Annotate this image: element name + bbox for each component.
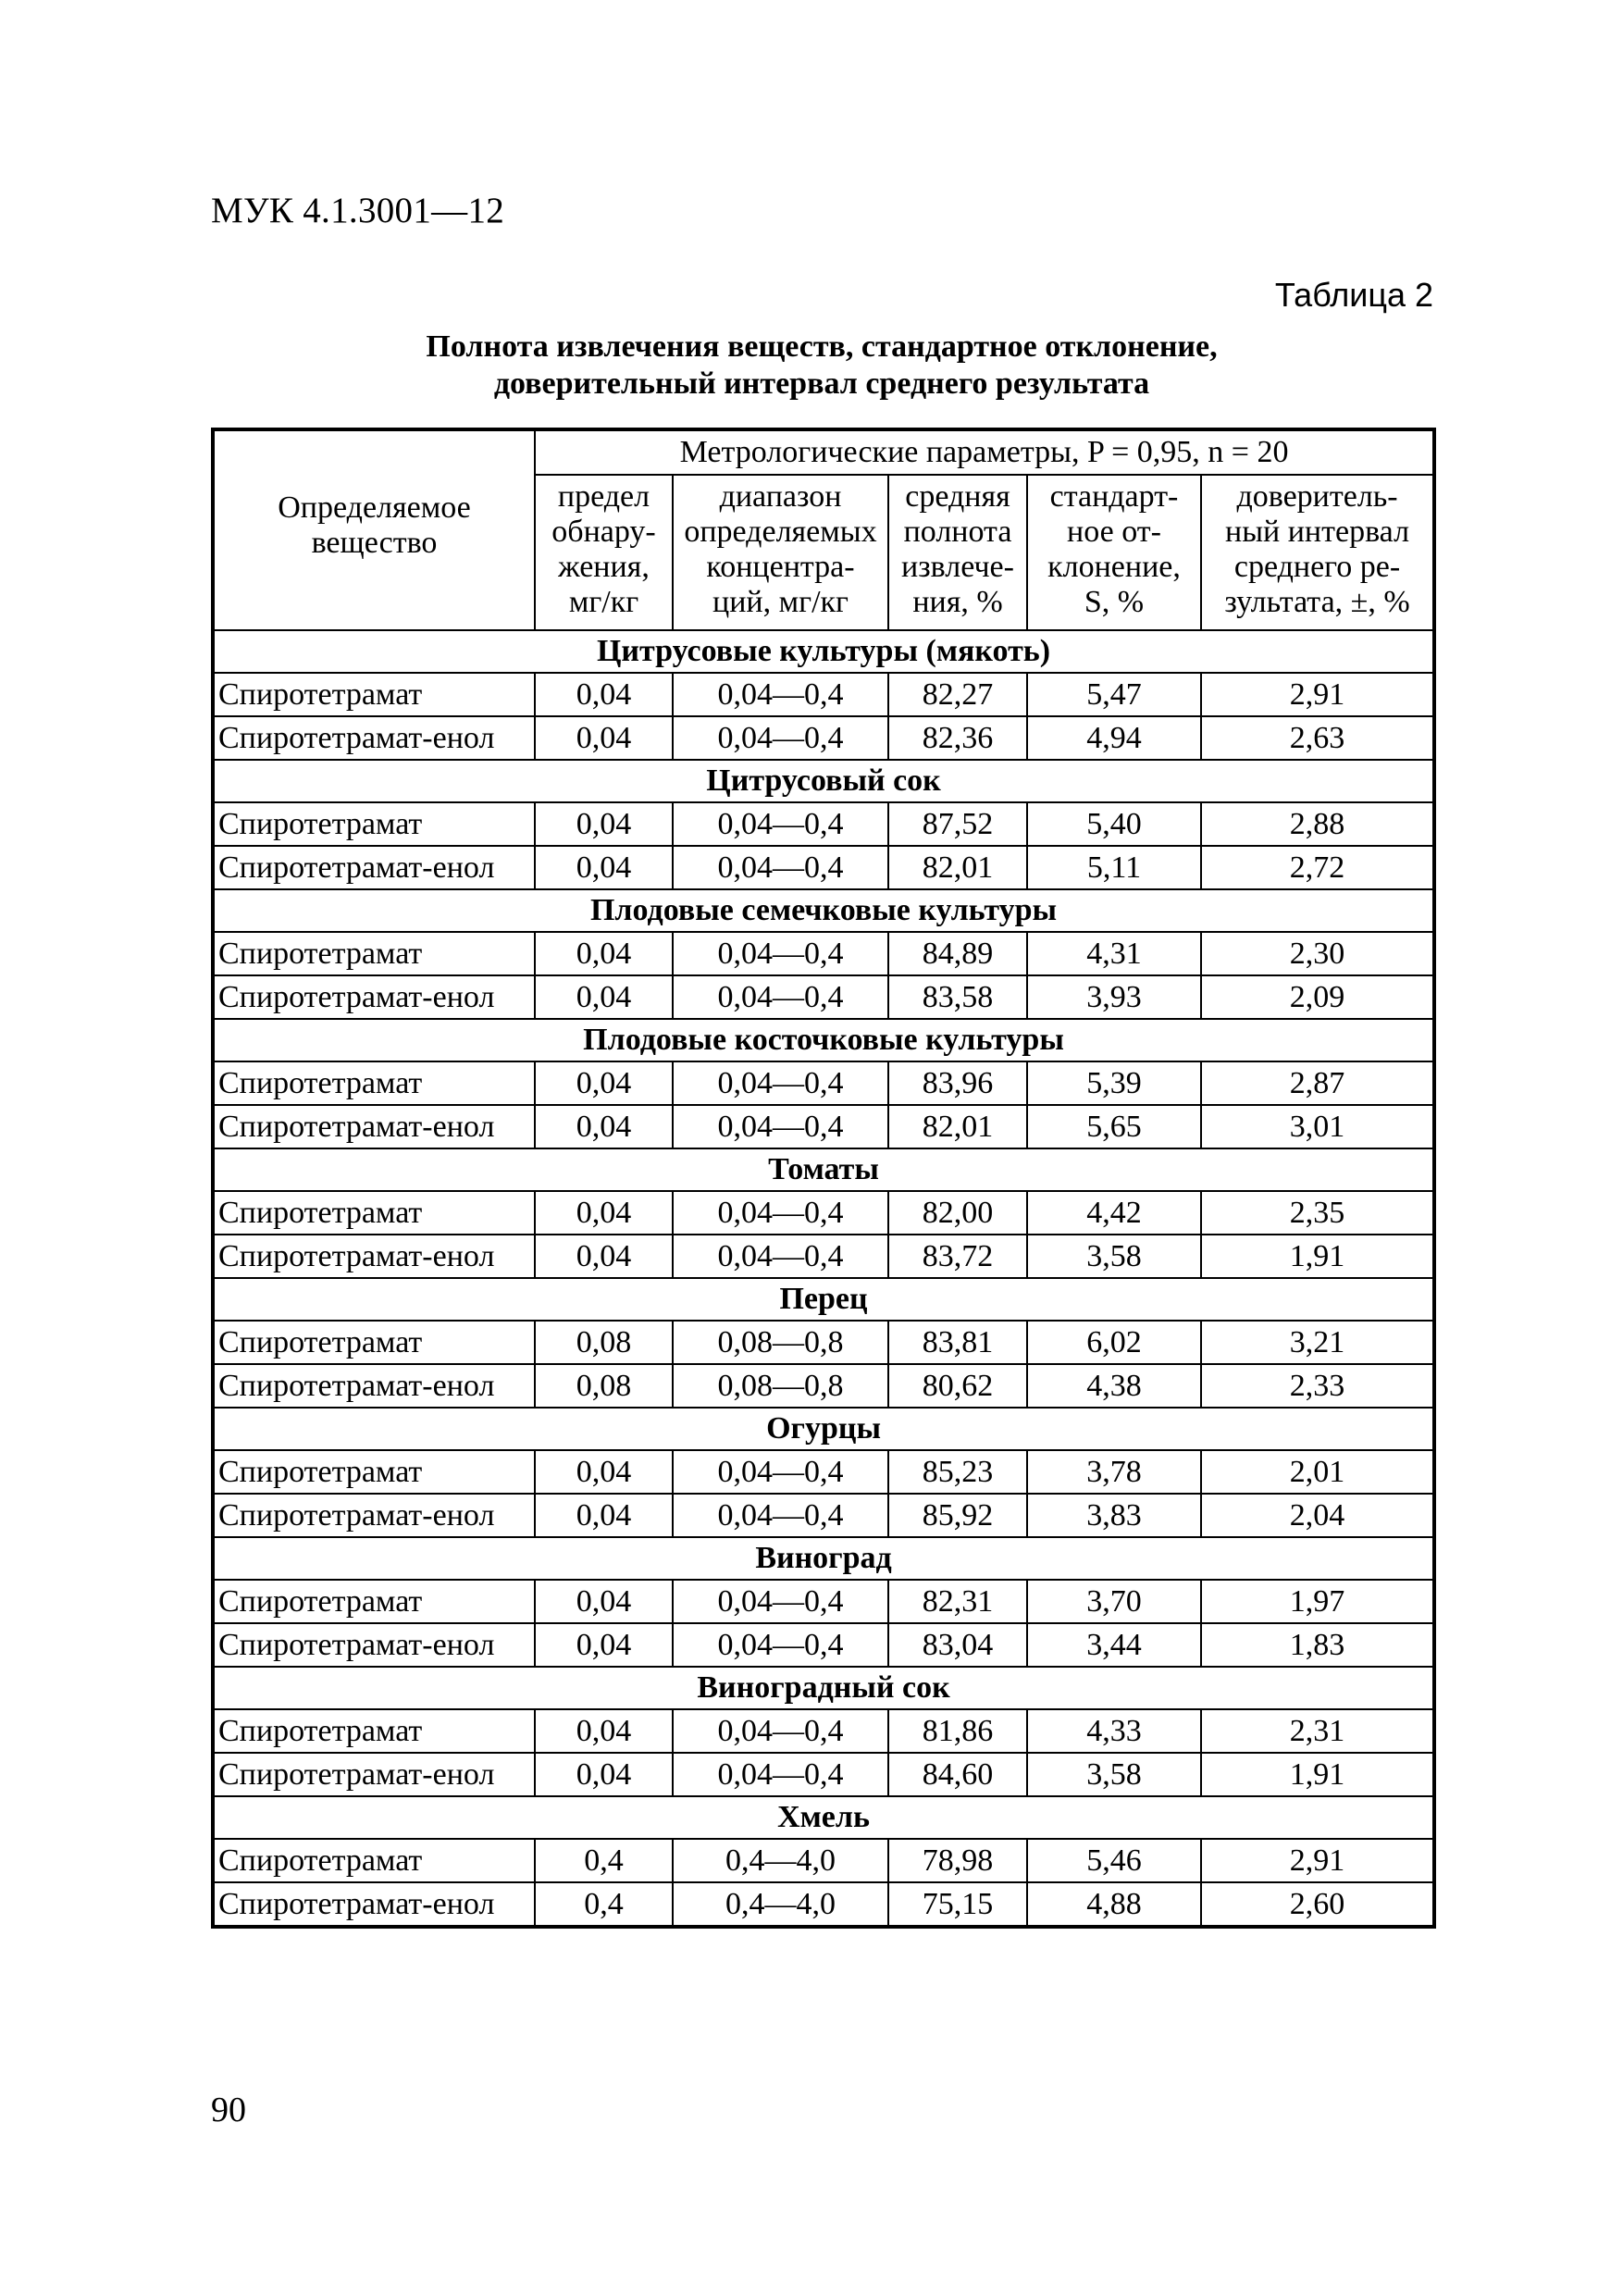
table-row: [213, 1839, 1434, 1882]
table-label: Таблица 2: [1274, 276, 1433, 314]
standard-deviation-cell: 3,78: [1027, 1450, 1201, 1494]
group-row: [213, 1796, 1434, 1839]
detection-limit-cell: 0,04: [535, 1494, 673, 1537]
table-row: [213, 1580, 1434, 1623]
concentration-range-cell: 0,08—0,8: [673, 1364, 888, 1408]
substance-name-cell: Спиротетрамат: [213, 1580, 535, 1623]
detection-limit-cell: 0,4: [535, 1882, 673, 1927]
standard-deviation-cell: 4,42: [1027, 1191, 1201, 1235]
mean-recovery-cell: 82,01: [888, 1105, 1027, 1148]
confidence-interval-cell: 3,01: [1201, 1105, 1434, 1148]
substance-name-cell: Спиротетрамат-енол: [213, 1105, 535, 1148]
standard-deviation-cell: 3,58: [1027, 1235, 1201, 1278]
standard-deviation-cell: 4,33: [1027, 1709, 1201, 1753]
substance-name-cell: Спиротетрамат-енол: [213, 1753, 535, 1796]
confidence-interval-cell: 1,97: [1201, 1580, 1434, 1623]
concentration-range-cell: 0,04—0,4: [673, 1753, 888, 1796]
table-row: [213, 802, 1434, 846]
mean-recovery-cell: 87,52: [888, 802, 1027, 846]
table-row: [213, 1882, 1434, 1927]
concentration-range-cell: 0,08—0,8: [673, 1321, 888, 1364]
concentration-range-cell: 0,04—0,4: [673, 1709, 888, 1753]
group-name: Цитрусовый сок: [213, 760, 1434, 802]
standard-deviation-cell: 3,58: [1027, 1753, 1201, 1796]
detection-limit-cell: 0,04: [535, 673, 673, 716]
standard-deviation-cell: 5,47: [1027, 673, 1201, 716]
group-name: Виноградный сок: [213, 1667, 1434, 1709]
table-row: [213, 1191, 1434, 1235]
substance-name-cell: Спиротетрамат: [213, 802, 535, 846]
group-name: Томаты: [213, 1148, 1434, 1191]
confidence-interval-cell: 1,91: [1201, 1753, 1434, 1796]
header-standard-deviation: стандарт- ное от- клонение, S, %: [1027, 475, 1201, 630]
header-mean-recovery: средняя полнота извлече- ния, %: [888, 475, 1027, 630]
table-row: [213, 716, 1434, 760]
concentration-range-cell: 0,04—0,4: [673, 1623, 888, 1667]
mean-recovery-cell: 85,92: [888, 1494, 1027, 1537]
group-name: Хмель: [213, 1796, 1434, 1839]
mean-recovery-cell: 82,00: [888, 1191, 1027, 1235]
detection-limit-cell: 0,08: [535, 1321, 673, 1364]
group-row: [213, 1278, 1434, 1321]
substance-name-cell: Спиротетрамат-енол: [213, 846, 535, 889]
group-row: [213, 1148, 1434, 1191]
concentration-range-cell: 0,04—0,4: [673, 1235, 888, 1278]
detection-limit-cell: 0,04: [535, 1450, 673, 1494]
detection-limit-cell: 0,04: [535, 1061, 673, 1105]
substance-name-cell: Спиротетрамат-енол: [213, 1235, 535, 1278]
group-row: [213, 1537, 1434, 1580]
concentration-range-cell: 0,04—0,4: [673, 673, 888, 716]
table-row: [213, 1235, 1434, 1278]
group-row: [213, 889, 1434, 932]
table-row: [213, 1364, 1434, 1408]
group-name: Огурцы: [213, 1408, 1434, 1450]
mean-recovery-cell: 85,23: [888, 1450, 1027, 1494]
confidence-interval-cell: 2,91: [1201, 1839, 1434, 1882]
group-name: Плодовые косточковые культуры: [213, 1019, 1434, 1061]
confidence-interval-cell: 2,88: [1201, 802, 1434, 846]
mean-recovery-cell: 82,27: [888, 673, 1027, 716]
table-row: [213, 1321, 1434, 1364]
standard-deviation-cell: 5,39: [1027, 1061, 1201, 1105]
group-name: Виноград: [213, 1537, 1434, 1580]
table-row: [213, 1450, 1434, 1494]
standard-deviation-cell: 5,11: [1027, 846, 1201, 889]
group-row: [213, 1408, 1434, 1450]
concentration-range-cell: 0,04—0,4: [673, 1450, 888, 1494]
table-row: [213, 1061, 1434, 1105]
group-name: Плодовые семечковые культуры: [213, 889, 1434, 932]
concentration-range-cell: 0,04—0,4: [673, 1191, 888, 1235]
detection-limit-cell: 0,04: [535, 1580, 673, 1623]
detection-limit-cell: 0,4: [535, 1839, 673, 1882]
mean-recovery-cell: 82,31: [888, 1580, 1027, 1623]
header-metrological-parameters: Метрологические параметры, P = 0,95, n = 20: [535, 429, 1434, 475]
group-row: [213, 630, 1434, 673]
standard-deviation-cell: 4,94: [1027, 716, 1201, 760]
confidence-interval-cell: 2,01: [1201, 1450, 1434, 1494]
header-substance: Определяемое вещество: [213, 429, 535, 630]
mean-recovery-cell: 84,60: [888, 1753, 1027, 1796]
detection-limit-cell: 0,04: [535, 1623, 673, 1667]
mean-recovery-cell: 82,36: [888, 716, 1027, 760]
concentration-range-cell: 0,04—0,4: [673, 716, 888, 760]
substance-name-cell: Спиротетрамат-енол: [213, 1494, 535, 1537]
mean-recovery-cell: 75,15: [888, 1882, 1027, 1927]
confidence-interval-cell: 2,72: [1201, 846, 1434, 889]
group-name: Перец: [213, 1278, 1434, 1321]
detection-limit-cell: 0,08: [535, 1364, 673, 1408]
table-row: [213, 932, 1434, 975]
table-body: [213, 630, 1434, 1927]
detection-limit-cell: 0,04: [535, 975, 673, 1019]
confidence-interval-cell: 2,91: [1201, 673, 1434, 716]
table-row: [213, 1709, 1434, 1753]
mean-recovery-cell: 83,04: [888, 1623, 1027, 1667]
confidence-interval-cell: 2,30: [1201, 932, 1434, 975]
table-title: [211, 329, 1432, 403]
concentration-range-cell: 0,4—4,0: [673, 1882, 888, 1927]
mean-recovery-cell: 83,96: [888, 1061, 1027, 1105]
concentration-range-cell: 0,04—0,4: [673, 1494, 888, 1537]
concentration-range-cell: 0,04—0,4: [673, 932, 888, 975]
substance-name-cell: Спиротетрамат: [213, 1191, 535, 1235]
substance-name-cell: Спиротетрамат: [213, 1839, 535, 1882]
substance-name-cell: Спиротетрамат: [213, 1709, 535, 1753]
group-row: [213, 1667, 1434, 1709]
substance-name-cell: Спиротетрамат: [213, 673, 535, 716]
mean-recovery-cell: 81,86: [888, 1709, 1027, 1753]
standard-deviation-cell: 4,88: [1027, 1882, 1201, 1927]
substance-name-cell: Спиротетрамат: [213, 932, 535, 975]
substance-name-cell: Спиротетрамат-енол: [213, 1623, 535, 1667]
mean-recovery-cell: 80,62: [888, 1364, 1027, 1408]
confidence-interval-cell: 2,35: [1201, 1191, 1434, 1235]
table-title-line-2: доверительный интервал среднего результата: [493, 366, 1150, 401]
concentration-range-cell: 0,04—0,4: [673, 975, 888, 1019]
detection-limit-cell: 0,04: [535, 716, 673, 760]
confidence-interval-cell: 2,09: [1201, 975, 1434, 1019]
detection-limit-cell: 0,04: [535, 932, 673, 975]
substance-name-cell: Спиротетрамат-енол: [213, 716, 535, 760]
detection-limit-cell: 0,04: [535, 802, 673, 846]
mean-recovery-cell: 83,81: [888, 1321, 1027, 1364]
confidence-interval-cell: 2,33: [1201, 1364, 1434, 1408]
group-row: [213, 760, 1434, 802]
confidence-interval-cell: 2,31: [1201, 1709, 1434, 1753]
detection-limit-cell: 0,04: [535, 1709, 673, 1753]
substance-name-cell: Спиротетрамат: [213, 1450, 535, 1494]
standard-deviation-cell: 3,44: [1027, 1623, 1201, 1667]
substance-name-cell: Спиротетрамат-енол: [213, 975, 535, 1019]
concentration-range-cell: 0,04—0,4: [673, 1061, 888, 1105]
standard-deviation-cell: 4,31: [1027, 932, 1201, 975]
standard-deviation-cell: 5,46: [1027, 1839, 1201, 1882]
mean-recovery-cell: 83,58: [888, 975, 1027, 1019]
standard-deviation-cell: 5,40: [1027, 802, 1201, 846]
confidence-interval-cell: 1,83: [1201, 1623, 1434, 1667]
header-confidence-interval: доверитель- ный интервал среднего ре- зультата, ±, %: [1201, 475, 1434, 630]
concentration-range-cell: 0,04—0,4: [673, 846, 888, 889]
table-row: [213, 1494, 1434, 1537]
confidence-interval-cell: 2,60: [1201, 1882, 1434, 1927]
substance-name-cell: Спиротетрамат: [213, 1061, 535, 1105]
mean-recovery-cell: 82,01: [888, 846, 1027, 889]
table-row: [213, 1105, 1434, 1148]
mean-recovery-cell: 83,72: [888, 1235, 1027, 1278]
header-concentration-range: диапазон определяемых концентра- ций, мг/кг: [673, 475, 888, 630]
detection-limit-cell: 0,04: [535, 1235, 673, 1278]
document-code: МУК 4.1.3001—12: [211, 191, 505, 230]
substance-name-cell: Спиротетрамат-енол: [213, 1364, 535, 1408]
table-row: [213, 673, 1434, 716]
table-row: [213, 1623, 1434, 1667]
detection-limit-cell: 0,04: [535, 1753, 673, 1796]
group-row: [213, 1019, 1434, 1061]
table-row: [213, 1753, 1434, 1796]
confidence-interval-cell: 1,91: [1201, 1235, 1434, 1278]
substance-name-cell: Спиротетрамат-енол: [213, 1882, 535, 1927]
table-title-line-1: Полнота извлечения веществ, стандартное отклонение,: [426, 329, 1218, 364]
standard-deviation-cell: 3,70: [1027, 1580, 1201, 1623]
header-detection-limit: предел обнару- жения, мг/кг: [535, 475, 673, 630]
standard-deviation-cell: 3,93: [1027, 975, 1201, 1019]
confidence-interval-cell: 3,21: [1201, 1321, 1434, 1364]
page-number: 90: [211, 2091, 246, 2129]
concentration-range-cell: 0,04—0,4: [673, 1105, 888, 1148]
mean-recovery-cell: 78,98: [888, 1839, 1027, 1882]
mean-recovery-cell: 84,89: [888, 932, 1027, 975]
standard-deviation-cell: 5,65: [1027, 1105, 1201, 1148]
confidence-interval-cell: 2,87: [1201, 1061, 1434, 1105]
table-row: [213, 846, 1434, 889]
standard-deviation-cell: 4,38: [1027, 1364, 1201, 1408]
standard-deviation-cell: 6,02: [1027, 1321, 1201, 1364]
confidence-interval-cell: 2,04: [1201, 1494, 1434, 1537]
substance-name-cell: Спиротетрамат: [213, 1321, 535, 1364]
detection-limit-cell: 0,04: [535, 1105, 673, 1148]
table-row: [213, 975, 1434, 1019]
standard-deviation-cell: 3,83: [1027, 1494, 1201, 1537]
concentration-range-cell: 0,4—4,0: [673, 1839, 888, 1882]
concentration-range-cell: 0,04—0,4: [673, 1580, 888, 1623]
confidence-interval-cell: 2,63: [1201, 716, 1434, 760]
detection-limit-cell: 0,04: [535, 846, 673, 889]
concentration-range-cell: 0,04—0,4: [673, 802, 888, 846]
detection-limit-cell: 0,04: [535, 1191, 673, 1235]
group-name: Цитрусовые культуры (мякоть): [213, 630, 1434, 673]
results-table: [211, 428, 1436, 1929]
